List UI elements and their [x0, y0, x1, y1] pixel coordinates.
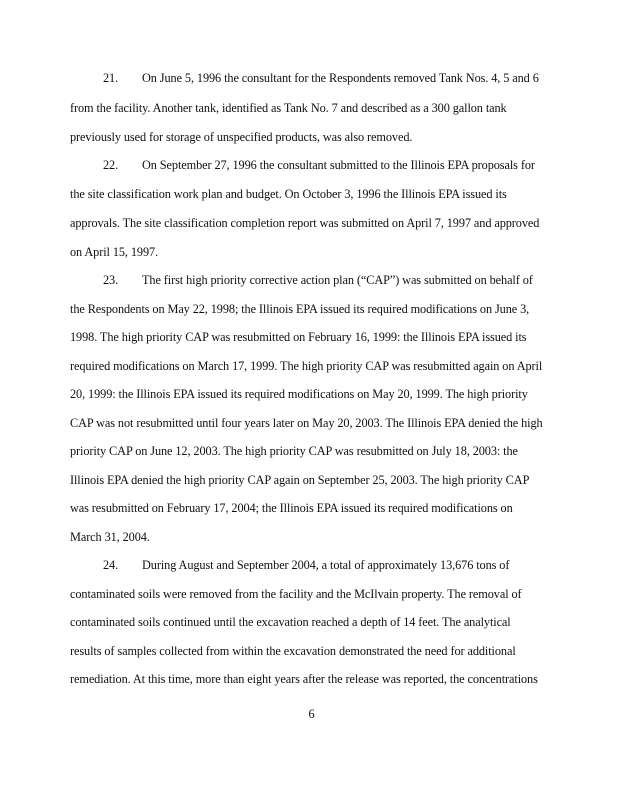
paragraph-text: During August and September 2004, a total of approximately 13,676 tons of [142, 558, 510, 572]
paragraph-number: 24. [103, 558, 119, 572]
paragraph-line: CAP was not resubmitted until four years later on May 20, 2003. The Illinois EPA denied the high [70, 416, 543, 430]
paragraph-24-first-line [103, 558, 509, 572]
paragraph-line: was resubmitted on February 17, 2004; the Illinois EPA issued its required modifications on [70, 501, 513, 515]
paragraph-number: 21. [103, 71, 119, 85]
paragraph-line: required modifications on March 17, 1999. The high priority CAP was resubmitted again on April [70, 359, 543, 373]
paragraph-23-first-line [103, 273, 533, 287]
paragraph-number: 23. [103, 273, 119, 287]
paragraph-number: 22. [103, 158, 119, 172]
paragraph-line: the site classification work plan and budget. On October 3, 1996 the Illinois EPA issued its [70, 187, 507, 201]
paragraph-line: March 31, 2004. [70, 530, 150, 544]
paragraph-line: remediation. At this time, more than eight years after the release was reported, the concentrations [70, 672, 538, 686]
paragraph-line: on April 15, 1997. [70, 245, 159, 259]
paragraph-line: previously used for storage of unspecified products, was also removed. [70, 130, 413, 144]
paragraph-line: contaminated soils continued until the excavation reached a depth of 14 feet. The analytical [70, 615, 511, 629]
paragraph-line: the Respondents on May 22, 1998; the Illinois EPA issued its required modifications on June 3, [70, 302, 530, 316]
paragraph-text: On September 27, 1996 the consultant submitted to the Illinois EPA proposals for [142, 158, 535, 172]
paragraph-21-first-line [103, 71, 539, 85]
paragraph-line: Illinois EPA denied the high priority CAP again on September 25, 2003. The high priority CAP [70, 473, 530, 487]
paragraph-text: The first high priority corrective action plan (“CAP”) was submitted on behalf of [142, 273, 533, 287]
paragraph-line: from the facility. Another tank, identified as Tank No. 7 and described as a 300 gallon tank [70, 101, 507, 115]
paragraph-line: results of samples collected from within the excavation demonstrated the need for additional [70, 644, 516, 658]
page-number: 6 [308, 707, 315, 721]
paragraph-line: 20, 1999: the Illinois EPA issued its required modifications on May 20, 1999. The high priority [70, 387, 528, 401]
paragraph-line: contaminated soils were removed from the facility and the McIlvain property. The removal of [70, 587, 522, 601]
paragraph-text: On June 5, 1996 the consultant for the Respondents removed Tank Nos. 4, 5 and 6 [142, 71, 539, 85]
paragraph-line: 1998. The high priority CAP was resubmitted on February 16, 1999: the Illinois EPA issued its [70, 330, 527, 344]
paragraph-22-first-line [103, 158, 535, 172]
paragraph-line: priority CAP on June 12, 2003. The high priority CAP was resubmitted on July 18, 2003: the [70, 444, 518, 458]
paragraph-line: approvals. The site classification completion report was submitted on April 7, 1997 and approved [70, 216, 540, 230]
